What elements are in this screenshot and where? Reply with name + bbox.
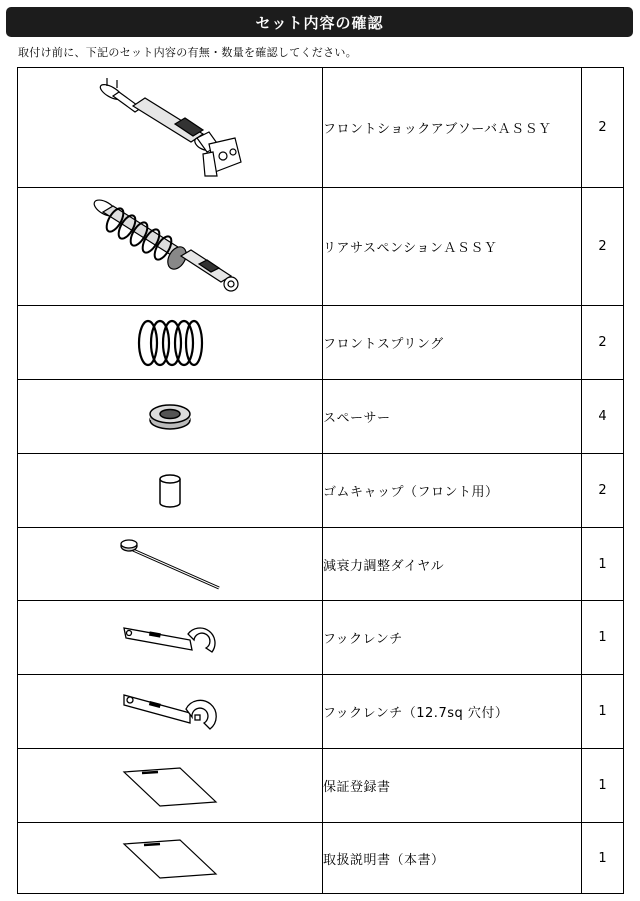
- part-name: フックレンチ: [323, 601, 582, 675]
- part-quantity: 2: [582, 68, 624, 188]
- part-name: フロントスプリング: [323, 306, 582, 380]
- table-row: [18, 601, 624, 675]
- table-row: [18, 188, 624, 306]
- table-row: [18, 749, 624, 823]
- front-spring-icon: [130, 315, 210, 371]
- part-quantity: 1: [582, 823, 624, 894]
- front-shock-absorber-icon: [85, 72, 255, 184]
- table-row: [18, 675, 624, 749]
- part-name: フロントショックアブソーバＡＳＳＹ: [323, 68, 582, 188]
- part-name: フックレンチ（12.7sq 穴付）: [323, 675, 582, 749]
- part-image-cell: [18, 380, 323, 454]
- part-quantity: 2: [582, 454, 624, 528]
- part-image-cell: [18, 188, 323, 306]
- part-quantity: 1: [582, 675, 624, 749]
- table-row: [18, 306, 624, 380]
- table-row: [18, 68, 624, 188]
- page-title: セット内容の確認: [6, 7, 633, 37]
- part-name: リアサスペンションＡＳＳＹ: [323, 188, 582, 306]
- part-image-cell: [18, 823, 323, 894]
- part-image-cell: [18, 601, 323, 675]
- part-image-cell: [18, 749, 323, 823]
- part-image-cell: [18, 454, 323, 528]
- part-quantity: 2: [582, 306, 624, 380]
- part-image-cell: [18, 306, 323, 380]
- part-image-cell: [18, 528, 323, 601]
- warranty-card-icon: [120, 764, 220, 808]
- part-quantity: 1: [582, 749, 624, 823]
- spacer-icon: [145, 400, 195, 434]
- parts-table: [17, 67, 624, 894]
- part-name: 取扱説明書（本書）: [323, 823, 582, 894]
- instruction-manual-icon: [120, 836, 220, 880]
- hook-wrench-with-hole-icon: [120, 687, 220, 737]
- table-row: [18, 380, 624, 454]
- rubber-cap-icon: [155, 471, 185, 511]
- hook-wrench-icon: [120, 618, 220, 658]
- table-row: [18, 454, 624, 528]
- table-row: [18, 528, 624, 601]
- rear-suspension-icon: [85, 192, 255, 302]
- intro-text: 取付け前に、下記のセット内容の有無・数量を確認してください。: [18, 46, 357, 59]
- part-quantity: 1: [582, 528, 624, 601]
- part-image-cell: [18, 68, 323, 188]
- part-name: ゴムキャップ（フロント用）: [323, 454, 582, 528]
- table-row: [18, 823, 624, 894]
- part-image-cell: [18, 675, 323, 749]
- damping-dial-icon: [115, 536, 225, 592]
- part-quantity: 4: [582, 380, 624, 454]
- part-name: スペーサー: [323, 380, 582, 454]
- part-name: 保証登録書: [323, 749, 582, 823]
- part-quantity: 2: [582, 188, 624, 306]
- part-name: 減衰力調整ダイヤル: [323, 528, 582, 601]
- part-quantity: 1: [582, 601, 624, 675]
